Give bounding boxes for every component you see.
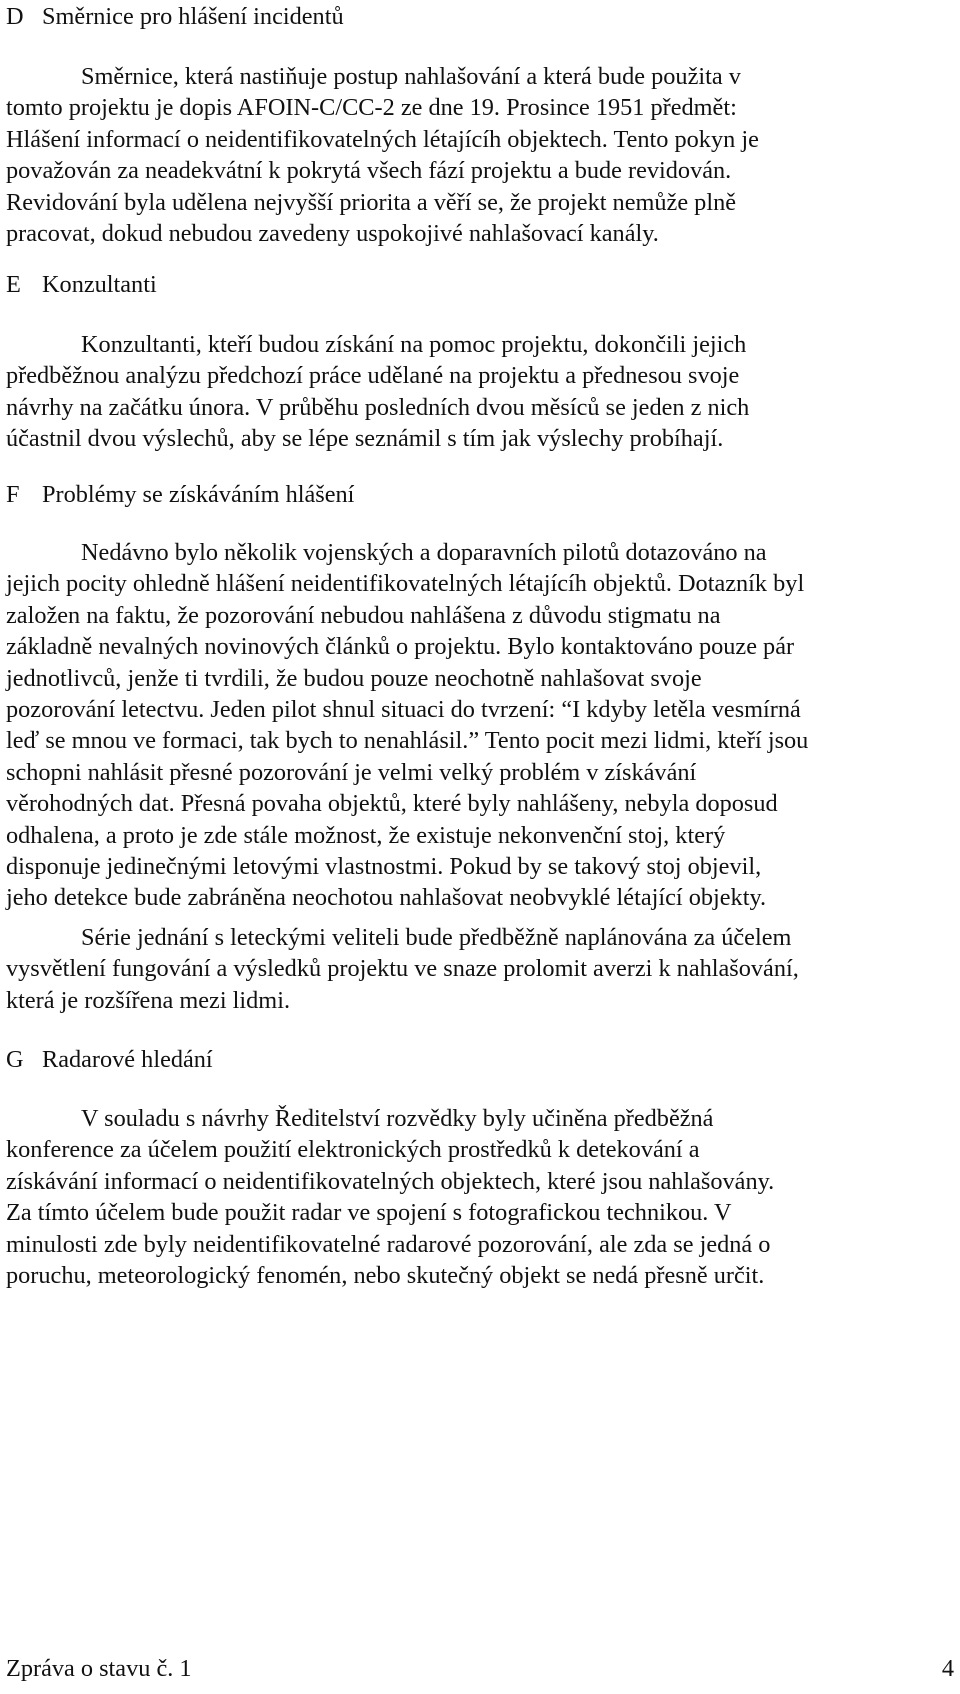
paragraph-line: účastnil dvou výslechů, aby se lépe seznámil s tím jak výslechy probíhají. [6, 425, 724, 453]
paragraph-line: která je rozšířena mezi lidmi. [6, 986, 291, 1014]
page-footer [6, 1652, 954, 1686]
section-heading-f [6, 480, 354, 510]
paragraph-line: jednotlivců, jenže ti tvrdili, že budou pouze neochotně nahlašovat svoje [6, 664, 702, 692]
paragraph-line: Revidování byla udělena nejvyšší priorita a věří se, že projekt nemůže plně [6, 188, 737, 216]
paragraph-line: poruchu, meteorologický fenomén, nebo skutečný objekt se nedá přesně určit. [6, 1262, 765, 1290]
paragraph-line: získávání informací o neidentifikovatelných objektech, které jsou nahlašovány. [6, 1167, 775, 1195]
paragraph-line: předběžnou analýzu předchozí práce udělané na projektu a přednesou svoje [6, 362, 740, 390]
paragraph-line: založen na faktu, že pozorování nebudou nahlášena z důvodu stigmatu na [6, 601, 721, 629]
paragraph [6, 1103, 954, 1291]
paragraph-line: leď se mnou ve formaci, tak bych to nenahlásil.” Tento pocit mezi lidmi, kteří jsou [6, 727, 809, 755]
paragraph [6, 537, 954, 914]
section-title: Radarové hledání [42, 1046, 213, 1073]
paragraph-line: jeho detekce bude zabráněna neochotou nahlašovat neobvyklé létající objekty. [6, 884, 767, 912]
paragraph [6, 61, 954, 249]
paragraph-line: Nedávno bylo několik vojenských a doparavních pilotů dotazováno na [81, 539, 767, 566]
paragraph-line: Série jednání s leteckými veliteli bude předběžně naplánována za účelem [81, 924, 792, 951]
paragraph-line: Hlášení informací o neidentifikovatelných létajícíh objektech. Tento pokyn je [6, 125, 759, 153]
paragraph-line: Směrnice, která nastiňuje postup nahlašování a která bude použita v [81, 63, 741, 90]
section-heading-e [6, 270, 157, 300]
section-letter: G [6, 1046, 24, 1073]
section-letter: D [6, 3, 24, 30]
page-number: 4 [941, 1655, 954, 1682]
footer-title: Zpráva o stavu č. 1 [6, 1655, 192, 1682]
paragraph-line: odhalena, a proto je zde stále možnost, že existuje nekonvenční stoj, který [6, 821, 726, 849]
section-heading-g [6, 1045, 213, 1075]
paragraph-line: Za tímto účelem bude použit radar ve spojení s fotografickou technikou. V [6, 1199, 732, 1227]
paragraph-line: disponuje jedinečnými letovými vlastnostmi. Pokud by se takový stoj objevil, [6, 853, 762, 881]
paragraph-line: věrohodných dat. Přesná povaha objektů, které byly nahlášeny, nebyla doposud [6, 790, 778, 818]
paragraph-line: Konzultanti, kteří budou získání na pomoc projektu, dokončili jejich [81, 331, 747, 358]
section-heading-d [6, 2, 344, 32]
section-letter: F [6, 481, 20, 508]
paragraph-line: schopni nahlásit přesné pozorování je velmi velký problém v získávání [6, 758, 697, 786]
paragraph-line: pracovat, dokud nebudou zavedeny uspokojivé nahlašovací kanály. [6, 220, 659, 248]
paragraph-line: základně nevalných novinových článků o projektu. Bylo kontaktováno pouze pár [6, 633, 795, 661]
section-title: Konzultanti [42, 271, 157, 298]
paragraph-line: pozorování letectvu. Jeden pilot shnul situaci do tvrzení: “I kdyby letěla vesmírná [6, 696, 801, 724]
paragraph-line: vysvětlení fungování a výsledků projektu ve snaze prolomit averzi k nahlašování, [6, 955, 799, 983]
paragraph-line: V souladu s návrhy Ředitelství rozvědky byly učiněna předběžná [81, 1105, 714, 1132]
paragraph [6, 922, 954, 1016]
section-title: Směrnice pro hlášení incidentů [42, 3, 344, 30]
paragraph-line: považován za neadekvátní k pokrytá všech fází projektu a bude revidován. [6, 157, 732, 185]
paragraph [6, 329, 954, 455]
section-title: Problémy se získáváním hlášení [42, 481, 355, 508]
section-letter: E [6, 271, 21, 298]
paragraph-line: minulosti zde byly neidentifikovatelné radarové pozorování, ale zda se jedná o [6, 1230, 771, 1258]
paragraph-line: konference za účelem použití elektronických prostředků k detekování a [6, 1136, 700, 1164]
paragraph-line: tomto projektu je dopis AFOIN-C/CC-2 ze dne 19. Prosince 1951 předmět: [6, 94, 737, 122]
paragraph-line: návrhy na začátku února. V průběhu posledních dvou měsíců se jeden z nich [6, 393, 750, 421]
paragraph-line: jejich pocity ohledně hlášení neidentifikovatelných létajícíh objektů. Dotazník byl [6, 570, 805, 598]
